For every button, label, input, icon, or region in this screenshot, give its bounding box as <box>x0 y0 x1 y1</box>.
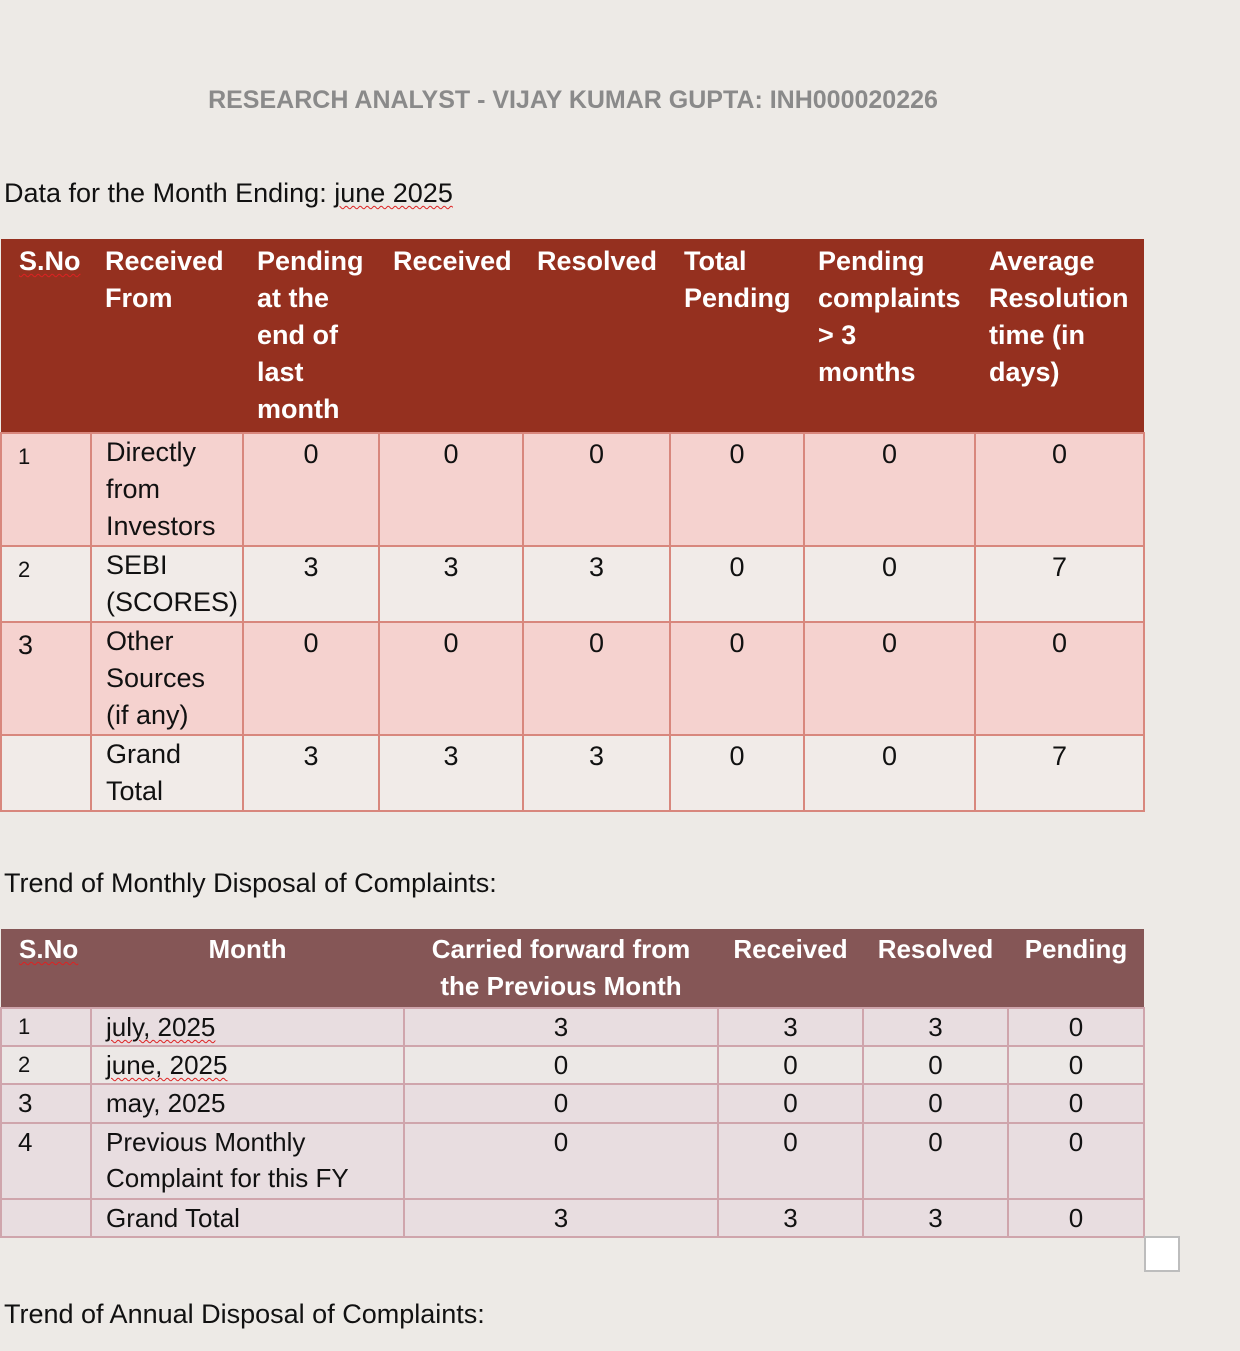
cell-sno: 2 <box>1 1046 91 1084</box>
cell-value: 0 <box>718 1084 863 1123</box>
cell-value: 3 <box>523 735 670 811</box>
header-sno: S.No <box>1 239 91 433</box>
cell-value: 0 <box>670 735 804 811</box>
cell-value: 0 <box>975 622 1144 735</box>
cell-value: 3 <box>404 1008 718 1046</box>
header-carried-forward: Carried forward from the Previous Month <box>404 929 718 1008</box>
cell-value: 0 <box>863 1084 1008 1123</box>
cell-value: 3 <box>379 735 523 811</box>
header-pending-3-months: Pending complaints > 3 months <box>804 239 975 433</box>
header-resolved: Resolved <box>863 929 1008 1008</box>
cell-value: 0 <box>863 1046 1008 1084</box>
header-pending-last-month: Pending at the end of last month <box>243 239 379 433</box>
table-row-grand-total <box>1 1199 1144 1237</box>
cell-sno: 1 <box>1 1008 91 1046</box>
header-received: Received <box>718 929 863 1008</box>
cell-month: july, 2025 <box>91 1008 404 1046</box>
cell-value: 3 <box>863 1008 1008 1046</box>
cell-value: 3 <box>718 1008 863 1046</box>
header-received-from: Received From <box>91 239 243 433</box>
month-ending-label: Data for the Month Ending: <box>4 178 327 208</box>
header-total-pending: Total Pending <box>670 239 804 433</box>
cell-value: 0 <box>523 622 670 735</box>
table-row <box>1 1123 1144 1199</box>
cell-sno: 2 <box>1 546 91 622</box>
cell-source: Grand Total <box>91 735 243 811</box>
cell-value: 3 <box>523 546 670 622</box>
header-resolved: Resolved <box>523 239 670 433</box>
cell-value: 0 <box>404 1046 718 1084</box>
header-sno: S.No <box>1 929 91 1008</box>
cell-value: 0 <box>243 622 379 735</box>
month-ending-heading <box>4 178 453 209</box>
table-row <box>1 546 1144 622</box>
table-row <box>1 1084 1144 1123</box>
cell-value: 3 <box>404 1199 718 1237</box>
cell-sno: 3 <box>1 1084 91 1123</box>
cell-value: 0 <box>1008 1046 1144 1084</box>
cell-value: 0 <box>1008 1008 1144 1046</box>
cell-value: 3 <box>718 1199 863 1237</box>
table-row <box>1 1008 1144 1046</box>
cell-value: 3 <box>379 546 523 622</box>
header-month: Month <box>91 929 404 1008</box>
cell-sno: 3 <box>1 622 91 735</box>
cell-value: 3 <box>243 546 379 622</box>
cell-value: 0 <box>718 1046 863 1084</box>
trend-monthly-heading: Trend of Monthly Disposal of Complaints: <box>4 868 497 898</box>
cell-value: 0 <box>379 433 523 546</box>
cell-month: Previous Monthly Complaint for this FY <box>91 1123 404 1199</box>
cell-sno: 1 <box>1 433 91 546</box>
cell-sno: 4 <box>1 1123 91 1199</box>
cell-value: 0 <box>379 622 523 735</box>
header-avg-resolution: Average Resolution time (in days) <box>975 239 1144 433</box>
cell-value: 0 <box>670 622 804 735</box>
cell-month: june, 2025 <box>91 1046 404 1084</box>
cell-value: 3 <box>863 1199 1008 1237</box>
header-received: Received <box>379 239 523 433</box>
table-selection-box[interactable] <box>1144 1236 1180 1272</box>
cell-source: SEBI (SCORES) <box>91 546 243 622</box>
trend-annual-heading: Trend of Annual Disposal of Complaints: <box>4 1299 485 1329</box>
cell-sno <box>1 735 91 811</box>
table-header-row <box>1 239 1144 433</box>
cell-source: Directly from Investors <box>91 433 243 546</box>
table-row <box>1 1046 1144 1084</box>
cell-sno <box>1 1199 91 1237</box>
table-row <box>1 433 1144 546</box>
table-row-grand-total <box>1 735 1144 811</box>
cell-value: 0 <box>670 433 804 546</box>
monthly-trend-table <box>0 929 1145 1238</box>
cell-value: 7 <box>975 546 1144 622</box>
cell-value: 0 <box>804 735 975 811</box>
cell-value: 0 <box>975 433 1144 546</box>
cell-value: 0 <box>243 433 379 546</box>
cell-value: 0 <box>1008 1199 1144 1237</box>
document-title: RESEARCH ANALYST - VIJAY KUMAR GUPTA: INH000020226 <box>208 86 938 114</box>
cell-value: 0 <box>1008 1123 1144 1199</box>
cell-value: 7 <box>975 735 1144 811</box>
cell-month: Grand Total <box>91 1199 404 1237</box>
cell-value: 0 <box>804 433 975 546</box>
cell-source: Other Sources (if any) <box>91 622 243 735</box>
cell-value: 0 <box>804 546 975 622</box>
complaints-data-table <box>0 239 1145 812</box>
month-ending-value: june 2025 <box>334 178 453 208</box>
table-header-row <box>1 929 1144 1008</box>
cell-month: may, 2025 <box>91 1084 404 1123</box>
table-row <box>1 622 1144 735</box>
cell-value: 0 <box>863 1123 1008 1199</box>
cell-value: 0 <box>1008 1084 1144 1123</box>
cell-value: 0 <box>523 433 670 546</box>
cell-value: 0 <box>718 1123 863 1199</box>
cell-value: 0 <box>404 1084 718 1123</box>
header-pending: Pending <box>1008 929 1144 1008</box>
cell-value: 0 <box>404 1123 718 1199</box>
cell-value: 3 <box>243 735 379 811</box>
cell-value: 0 <box>804 622 975 735</box>
cell-value: 0 <box>670 546 804 622</box>
